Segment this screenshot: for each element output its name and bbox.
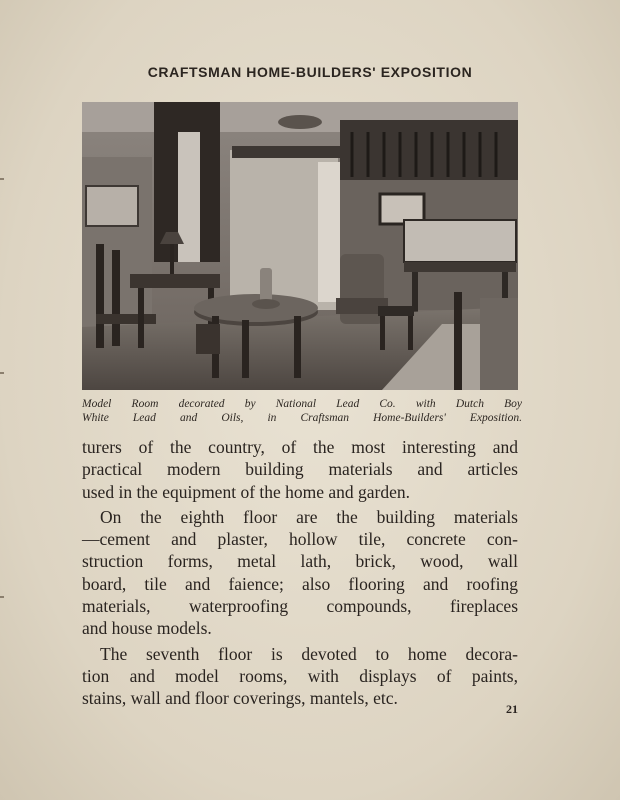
- caption-line: White Lead and Oils, in Craftsman Home-Builders' Exposition.: [82, 412, 522, 424]
- text-line: On the eighth floor are the building materials: [100, 506, 518, 527]
- text-line: used in the equipment of the home and garden.: [82, 481, 411, 502]
- text-line: and house models.: [82, 618, 212, 639]
- paragraph: [82, 436, 518, 503]
- binding-mark: [0, 372, 4, 374]
- text-line: —cement and plaster, hollow tile, concrete con-: [82, 529, 518, 550]
- text-line: stains, wall and floor coverings, mantels, etc.: [82, 688, 398, 709]
- text-line: tion and model rooms, with displays of paints,: [82, 665, 518, 686]
- photo-caption: [82, 397, 522, 425]
- paragraph: [82, 506, 518, 640]
- text-line: The seventh floor is devoted to home decora-: [100, 643, 518, 664]
- page-number: 21: [506, 702, 518, 716]
- binding-mark: [0, 178, 4, 180]
- page-header: CRAFTSMAN HOME-BUILDERS' EXPOSITION: [147, 64, 473, 80]
- text-line: struction forms, metal lath, brick, wood, wall: [82, 551, 518, 572]
- text-line: board, tile and faience; also flooring and roofing: [82, 573, 518, 594]
- model-room-photograph: [82, 102, 518, 390]
- paragraph: [82, 643, 518, 710]
- text-line: practical modern building materials and articles: [82, 459, 518, 480]
- text-line: materials, waterproofing compounds, fireplaces: [82, 596, 518, 617]
- binding-mark: [0, 596, 4, 598]
- caption-line: Model Room decorated by National Lead Co. with Dutch Boy: [82, 398, 522, 410]
- text-line: turers of the country, of the most interesting and: [82, 437, 518, 457]
- body-text: [82, 436, 518, 713]
